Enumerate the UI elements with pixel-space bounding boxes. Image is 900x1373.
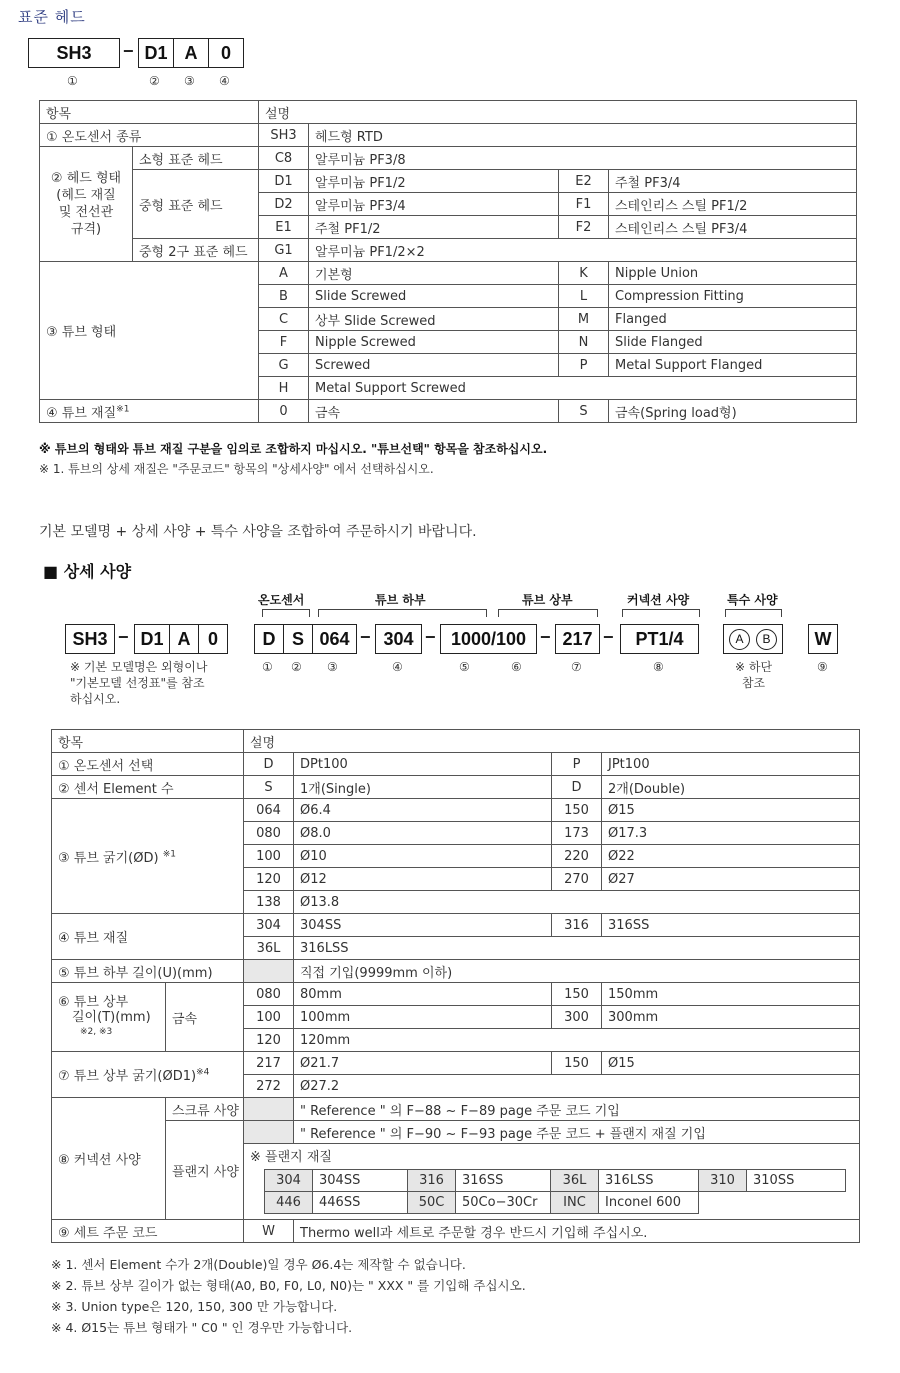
row-lower-length: ⑤ 튜브 하부 길이(U)(mm): [52, 960, 244, 983]
code-box-set: W: [808, 624, 838, 654]
num-3: ③: [184, 74, 195, 88]
footnote-2: ※ 2. 튜브 상부 길이가 없는 형태(A0, B0, F0, L0, N0)는 " XXX " 를 기입해 주십시오.: [51, 1278, 526, 1293]
code-cell: 120: [244, 1029, 294, 1052]
base-model-note: ※ 기본 모델명은 외형이나 "기본모델 선정표"를 참조 하십시오.: [70, 660, 208, 706]
desc-cell: Ø27: [602, 868, 860, 891]
desc-cell: DPt100: [294, 753, 552, 776]
code-cell: A: [259, 262, 309, 285]
detail-spec-table: [51, 729, 860, 1243]
num-6: ⑥: [511, 660, 522, 674]
row-tube-material: ④ 튜브 재질: [52, 914, 244, 960]
code-box-sensor: D: [254, 624, 284, 654]
empty-code-cell: [244, 1121, 294, 1144]
code-cell: N: [559, 331, 609, 354]
desc-cell: Slide Screwed: [309, 285, 559, 308]
code-cell: 272: [244, 1075, 294, 1098]
desc-cell: Ø27.2: [294, 1075, 860, 1098]
footnote-4: ※ 4. Ø15는 튜브 형태가 " C0 " 인 경우만 가능합니다.: [51, 1320, 353, 1335]
code-cell: P: [559, 354, 609, 377]
num-2: ②: [149, 74, 160, 88]
desc-cell: 120mm: [294, 1029, 860, 1052]
desc-cell: 316SS: [602, 914, 860, 937]
flange-title: ※ 플랜지 재질: [250, 1150, 332, 1165]
header-desc: 설명: [244, 730, 860, 753]
desc-cell: JPt100: [602, 753, 860, 776]
desc-cell: 304SS: [313, 1170, 408, 1192]
dash: −: [425, 627, 436, 647]
code-cell: G1: [259, 239, 309, 262]
code-cell: 150: [552, 1052, 602, 1075]
group-label-tube-upper: 튜브 상부: [522, 593, 573, 607]
sub-small-head: 소형 표준 헤드: [133, 147, 259, 170]
desc-cell: 150mm: [602, 983, 860, 1006]
desc-cell: 금속: [309, 400, 559, 423]
code-cell: 310: [699, 1170, 747, 1192]
desc-cell: Flanged: [609, 308, 857, 331]
dash: −: [360, 627, 371, 647]
num-2: ②: [291, 660, 302, 674]
sub-screw: 스크류 사양: [166, 1098, 244, 1121]
code-box-element: S: [283, 624, 313, 654]
desc-cell: 기본형: [309, 262, 559, 285]
num-3: ③: [327, 660, 338, 674]
row-sensor-type: ① 온도센서 종류: [40, 124, 259, 147]
desc-cell: 80mm: [294, 983, 552, 1006]
model-box-2: D1: [138, 38, 174, 68]
num-4: ④: [219, 74, 230, 88]
desc-cell: 스테인리스 스틸 PF1/2: [609, 193, 857, 216]
sub-medium-2-head: 중형 2구 표준 헤드: [133, 239, 259, 262]
num-8: ⑧: [653, 660, 664, 674]
flange-table: [264, 1169, 846, 1214]
code-cell: E1: [259, 216, 309, 239]
code-box-connection: PT1/4: [620, 624, 699, 654]
row-label: ④ 튜브 재질: [46, 405, 117, 421]
footnote-1: ※ 1. 튜브의 상세 재질은 "주문코드" 항목의 "상세사양" 에서 선택하십시오.: [39, 462, 434, 476]
header-item: 항목: [40, 101, 259, 124]
row-connection: ⑧ 커넥션 사양: [52, 1098, 166, 1220]
special-note: ※ 하단 참조: [735, 660, 773, 690]
num-5: ⑤: [459, 660, 470, 674]
empty-cell: [699, 1192, 846, 1214]
code-cell: SH3: [259, 124, 309, 147]
code-box-material: 304: [375, 624, 422, 654]
code-box-length: 1000/100: [440, 624, 537, 654]
desc-cell: 알루미늄 PF1/2×2: [309, 239, 857, 262]
desc-cell: 304SS: [294, 914, 552, 937]
code-cell: D2: [259, 193, 309, 216]
desc-cell: 주철 PF1/2: [309, 216, 559, 239]
code-cell: 220: [552, 845, 602, 868]
desc-cell: 스테인리스 스틸 PF3/4: [609, 216, 857, 239]
num-7: ⑦: [571, 660, 582, 674]
row-set-order: ⑨ 세트 주문 코드: [52, 1220, 244, 1243]
code-cell: 217: [244, 1052, 294, 1075]
code-cell: INC: [551, 1192, 599, 1214]
desc-cell: 알루미늄 PF3/4: [309, 193, 559, 216]
row-head-type: ② 헤드 형태 (헤드 재질 및 전선관 규격): [40, 147, 133, 262]
num-4: ④: [392, 660, 403, 674]
code-cell: F1: [559, 193, 609, 216]
code-cell: B: [259, 285, 309, 308]
desc-cell: Metal Support Flanged: [609, 354, 857, 377]
code-cell: 150: [552, 799, 602, 822]
desc-cell: Ø15: [602, 1052, 860, 1075]
code-cell: 304: [244, 914, 294, 937]
code-cell: 300: [552, 1006, 602, 1029]
row-tube-material: [40, 400, 259, 423]
num-1: ①: [67, 74, 78, 88]
code-cell: 270: [552, 868, 602, 891]
base-box-1: SH3: [65, 624, 115, 654]
code-cell: 064: [244, 799, 294, 822]
model-box-1: SH3: [28, 38, 120, 68]
code-cell: 446: [265, 1192, 313, 1214]
bracket: [318, 609, 487, 617]
group-label-sensor: 온도센서: [258, 593, 305, 607]
desc-cell: 100mm: [294, 1006, 552, 1029]
desc-cell: Ø21.7: [294, 1052, 552, 1075]
row-sensor-select: ① 온도센서 선택: [52, 753, 244, 776]
footnote-3: ※ 3. Union type은 120, 150, 300 만 가능합니다.: [51, 1299, 338, 1314]
desc-cell: 헤드형 RTD: [309, 124, 857, 147]
bracket: [498, 609, 598, 617]
code-cell: S: [559, 400, 609, 423]
footnote-mark: ※1: [116, 404, 130, 415]
bracket: [622, 609, 700, 617]
num-1: ①: [262, 660, 273, 674]
code-box-diameter: 064: [312, 624, 357, 654]
bracket: [262, 609, 310, 617]
base-box-3: A: [169, 624, 199, 654]
desc-cell: Compression Fitting: [609, 285, 857, 308]
desc-cell: 300mm: [602, 1006, 860, 1029]
code-cell: 150: [552, 983, 602, 1006]
sub-medium-head: 중형 표준 헤드: [133, 170, 259, 239]
desc-cell: 알루미늄 PF1/2: [309, 170, 559, 193]
code-cell: 36L: [551, 1170, 599, 1192]
desc-cell: 50Co−30Cr: [456, 1192, 551, 1214]
code-cell: F2: [559, 216, 609, 239]
code-cell: D: [244, 753, 294, 776]
page-title: 표준 헤드: [18, 8, 86, 26]
desc-cell: 2개(Double): [602, 776, 860, 799]
code-cell: S: [244, 776, 294, 799]
code-cell: G: [259, 354, 309, 377]
base-box-4: 0: [198, 624, 228, 654]
desc-cell: " Reference " 의 F−90 ~ F−93 page 주문 코드 + 플랜지 재질 기입: [294, 1121, 860, 1144]
row-tube-diameter: [52, 799, 244, 914]
desc-cell: Ø8.0: [294, 822, 552, 845]
dash: −: [118, 627, 129, 647]
code-cell: D: [552, 776, 602, 799]
footnote-1: ※ 1. 센서 Element 수가 2개(Double)일 경우 Ø6.4는 제작할 수 없습니다.: [51, 1257, 466, 1272]
code-cell: 316: [552, 914, 602, 937]
group-label-special: 특수 사양: [727, 593, 778, 607]
code-cell: W: [244, 1220, 294, 1243]
row-upper-diameter: [52, 1052, 244, 1098]
header-desc: 설명: [259, 101, 857, 124]
row-upper-length: [52, 983, 166, 1052]
desc-cell: Ø13.8: [294, 891, 860, 914]
desc-cell: 직접 기입(9999mm 이하): [294, 960, 860, 983]
desc-cell: Ø6.4: [294, 799, 552, 822]
code-cell: E2: [559, 170, 609, 193]
code-cell: 36L: [244, 937, 294, 960]
desc-cell: Ø15: [602, 799, 860, 822]
row-tube-type: ③ 튜브 형태: [40, 262, 259, 400]
group-label-connection: 커넥션 사양: [627, 593, 690, 607]
desc-cell: 금속(Spring load형): [609, 400, 857, 423]
desc-cell: Ø22: [602, 845, 860, 868]
flange-material-cell: [244, 1144, 860, 1220]
sub-metal: 금속: [166, 983, 244, 1052]
desc-cell: Ø10: [294, 845, 552, 868]
desc-cell: 알루미늄 PF3/8: [309, 147, 857, 170]
code-box-upper-dia: 217: [555, 624, 600, 654]
desc-cell: 446SS: [313, 1192, 408, 1214]
dash: −: [540, 627, 551, 647]
code-cell: 120: [244, 868, 294, 891]
desc-cell: Slide Flanged: [609, 331, 857, 354]
code-cell: 316: [408, 1170, 456, 1192]
desc-cell: 주철 PF3/4: [609, 170, 857, 193]
code-cell: M: [559, 308, 609, 331]
model-box-3: A: [173, 38, 209, 68]
empty-code-cell: [244, 960, 294, 983]
desc-cell: Screwed: [309, 354, 559, 377]
code-cell: D1: [259, 170, 309, 193]
desc-cell: Ø12: [294, 868, 552, 891]
desc-cell: Metal Support Screwed: [309, 377, 857, 400]
num-9: ⑨: [817, 660, 828, 674]
dash: −: [123, 41, 134, 61]
footnote-mark: ※2, ※3: [80, 1026, 113, 1037]
desc-cell: " Reference " 의 F−88 ~ F−89 page 주문 코드 기입: [294, 1098, 860, 1121]
row-label: ③ 튜브 굵기(ØD): [58, 850, 159, 866]
code-cell: 080: [244, 983, 294, 1006]
footnote-mark: ※4: [196, 1067, 210, 1078]
code-cell: 50C: [408, 1192, 456, 1214]
desc-cell: 310SS: [747, 1170, 846, 1192]
code-cell: 138: [244, 891, 294, 914]
desc-cell: Nipple Union: [609, 262, 857, 285]
desc-cell: 1개(Single): [294, 776, 552, 799]
base-box-2: D1: [134, 624, 170, 654]
code-cell: 0: [259, 400, 309, 423]
code-cell: P: [552, 753, 602, 776]
code-box-special: [723, 624, 783, 654]
bracket: [725, 609, 782, 617]
model-box-4: 0: [208, 38, 244, 68]
desc-cell: Ø17.3: [602, 822, 860, 845]
code-cell: C8: [259, 147, 309, 170]
code-cell: H: [259, 377, 309, 400]
group-label-tube-lower: 튜브 하부: [375, 593, 426, 607]
code-cell: K: [559, 262, 609, 285]
desc-cell: 316LSS: [599, 1170, 699, 1192]
special-b-icon: B: [756, 629, 777, 650]
code-cell: 304: [265, 1170, 313, 1192]
code-cell: L: [559, 285, 609, 308]
code-cell: C: [259, 308, 309, 331]
special-a-icon: A: [729, 629, 750, 650]
code-cell: F: [259, 331, 309, 354]
empty-code-cell: [244, 1098, 294, 1121]
code-cell: 100: [244, 845, 294, 868]
warning-note: ※ 튜브의 형태와 튜브 재질 구분을 임의로 조합하지 마십시오. "튜브선택" 항목을 참조하십시오.: [39, 442, 548, 456]
footnote-mark: ※1: [162, 849, 176, 860]
desc-cell: Nipple Screwed: [309, 331, 559, 354]
desc-cell: 316LSS: [294, 937, 860, 960]
sub-flange: 플랜지 사양: [166, 1121, 244, 1220]
desc-cell: Inconel 600: [599, 1192, 699, 1214]
footnotes: [51, 1254, 526, 1338]
order-instruction: 기본 모델명 + 상세 사양 + 특수 사양을 조합하여 주문하시기 바랍니다.: [39, 524, 477, 540]
row-element-count: ② 센서 Element 수: [52, 776, 244, 799]
desc-cell: 상부 Slide Screwed: [309, 308, 559, 331]
section-title-detail: ■ 상세 사양: [43, 562, 132, 581]
header-item: 항목: [52, 730, 244, 753]
row-label: ⑥ 튜브 상부: [58, 994, 129, 1010]
row-label: ⑦ 튜브 상부 굵기(ØD1): [58, 1069, 197, 1084]
desc-cell: Thermo well과 세트로 주문할 경우 반드시 기입해 주십시오.: [294, 1220, 860, 1243]
row-label: 길이(T)(mm): [72, 1009, 151, 1025]
code-cell: 100: [244, 1006, 294, 1029]
desc-cell: 316SS: [456, 1170, 551, 1192]
head-spec-table: [39, 100, 857, 423]
code-cell: 173: [552, 822, 602, 845]
dash: −: [603, 627, 614, 647]
code-cell: 080: [244, 822, 294, 845]
